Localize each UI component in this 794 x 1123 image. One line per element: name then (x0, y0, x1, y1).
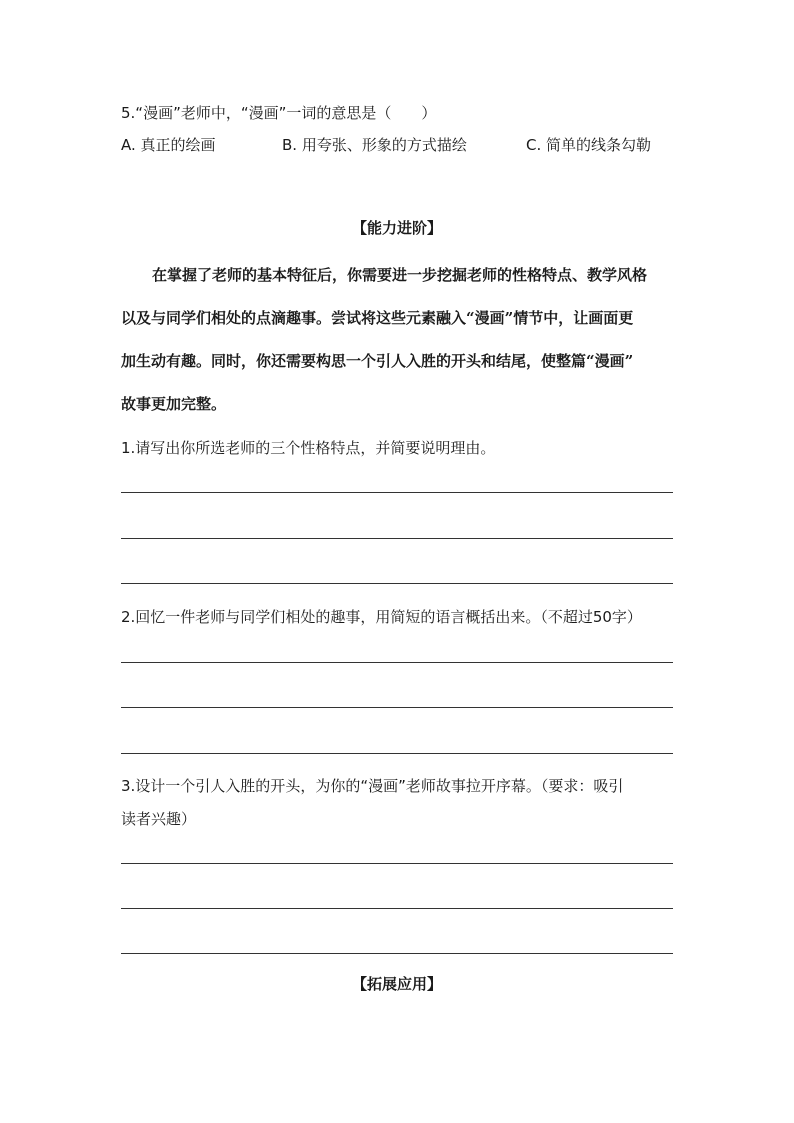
question-1: 1.请写出你所选老师的三个性格特点，并简要说明理由。 (121, 439, 496, 457)
answer-line-q3-1[interactable] (121, 863, 673, 864)
question-5: 5.“漫画”老师中，“漫画”一词的意思是（ ） (121, 104, 437, 122)
paragraph-line-1: 在掌握了老师的基本特征后，你需要进一步挖掘老师的性格特点、教学风格 (152, 266, 648, 284)
answer-line-q2-3[interactable] (121, 753, 673, 754)
answer-line-q3-3[interactable] (121, 953, 673, 954)
section-heading-extension: 【拓展应用】 (351, 975, 442, 993)
answer-line-q1-2[interactable] (121, 538, 673, 539)
section-heading-ability: 【能力进阶】 (351, 219, 442, 237)
answer-line-q2-2[interactable] (121, 707, 673, 708)
paragraph-line-2: 以及与同学们相处的点滴趣事。尝试将这些元素融入“漫画”情节中，让画面更 (121, 309, 634, 327)
answer-line-q2-1[interactable] (121, 662, 673, 663)
option-a: A. 真正的绘画 (121, 136, 216, 154)
paragraph-line-3: 加生动有趣。同时，你还需要构思一个引人入胜的开头和结尾，使整篇“漫画” (121, 352, 634, 370)
paragraph-line-4: 故事更加完整。 (121, 395, 227, 413)
question-3-line-2: 读者兴趣） (121, 810, 197, 828)
answer-line-q1-3[interactable] (121, 583, 673, 584)
answer-line-q1-1[interactable] (121, 492, 673, 493)
question-2: 2.回忆一件老师与同学们相处的趣事，用简短的语言概括出来。（不超过50字） (121, 608, 642, 626)
answer-line-q3-2[interactable] (121, 908, 673, 909)
option-b: B. 用夸张、形象的方式描绘 (282, 136, 467, 154)
option-c: C. 简单的线条勾勒 (526, 136, 652, 154)
question-3-line-1: 3.设计一个引人入胜的开头，为你的“漫画”老师故事拉开序幕。（要求：吸引 (121, 777, 624, 795)
